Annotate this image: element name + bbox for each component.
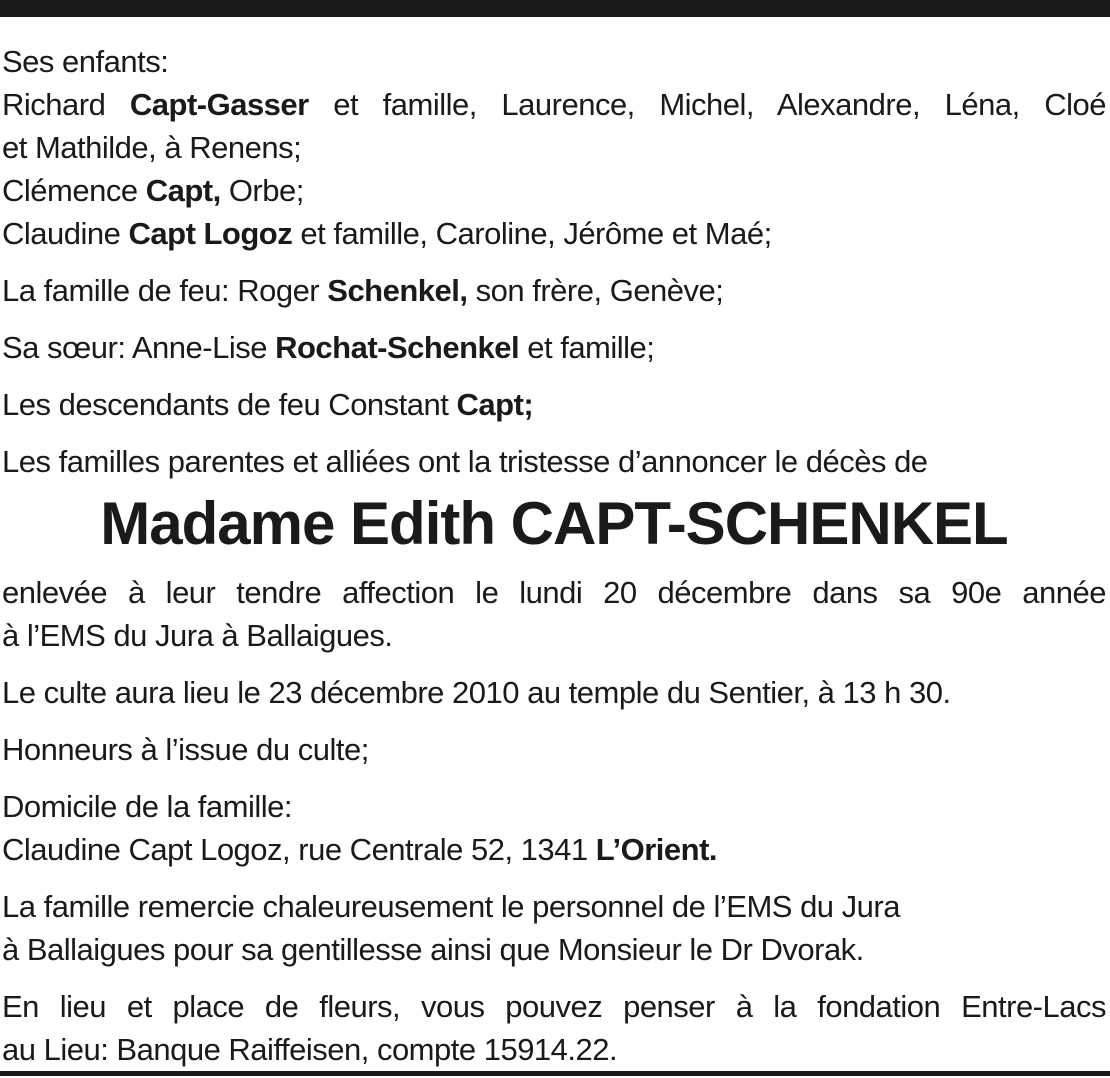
obituary-notice [2,40,1106,1071]
death-details [2,571,1106,657]
child-first-name: Claudine [2,216,121,251]
relative-details: et famille; [527,330,655,365]
top-border-rule [0,0,1110,17]
announcement-text: Les familles parentes et alliées ont la tristesse d’annoncer le décès de [2,444,928,479]
honors-info: Honneurs à l’issue du culte; [2,732,369,767]
family-domicile [2,785,1106,871]
relative-intro: La famille de feu: Roger [2,273,320,308]
child-details: et famille, Caroline, Jérôme et Maé; [300,216,772,251]
child-claudine-line [2,212,1106,255]
children-label: Ses enfants: [2,44,169,79]
donation-line-2: au Lieu: Banque Raiffeisen, compte 15914.22. [2,1032,618,1067]
ceremony-info: Le culte aura lieu le 23 décembre 2010 au temple du Sentier, à 13 h 30. [2,675,951,710]
children-section [2,40,1106,255]
child-family-name: Capt-Gasser [129,87,309,122]
relative-intro: Sa sœur: Anne-Lise [2,330,267,365]
relative-family-name: Schenkel, [327,273,468,308]
donation-line-1: En lieu et place de fleurs, vous pouvez penser à la fondation Entre-Lacs [2,989,1106,1024]
child-richard-line [2,83,1106,126]
relative-intro: Les descendants de feu Constant [2,387,449,422]
death-line-2: à l’EMS du Jura à Ballaigues. [2,618,393,653]
child-family-name: Capt Logoz [128,216,293,251]
relative-details: son frère, Genève; [475,273,724,308]
relative-family-name: Rochat-Schenkel [275,330,520,365]
thanks-line-1: La famille remercie chaleureusement le personnel de l’EMS du Jura [2,889,900,924]
relative-line-capt [2,383,1106,426]
thanks-line-2: à Ballaigues pour sa gentillesse ainsi que Monsieur le Dr Dvorak. [2,932,864,967]
child-first-name: Clémence [2,173,138,208]
relative-line-schenkel [2,269,1106,312]
child-details: et famille, Laurence, Michel, Alexandre, Léna, Cloé [333,87,1106,122]
domicile-address: Claudine Capt Logoz, rue Centrale 52, 1341 L’Orient. [2,832,718,867]
child-first-name: Richard [2,87,106,122]
death-line-1: enlevée à leur tendre affection le lundi 20 décembre dans sa 90e année [2,575,1106,610]
relative-line-rochat [2,326,1106,369]
relative-family-name: Capt; [456,387,534,422]
child-family-name: Capt, [145,173,221,208]
child-details: Orbe; [228,173,304,208]
domicile-label: Domicile de la famille: [2,789,292,824]
child-richard-line-2: et Mathilde, à Renens; [2,130,302,165]
thanks-text [2,885,1106,971]
deceased-name-heading: Madame Edith CAPT-SCHENKEL [100,490,1008,557]
child-clemence-line [2,169,1106,212]
donation-text [2,985,1106,1071]
bottom-border-rule [0,1071,1110,1076]
domicile-city: L’Orient. [595,832,718,867]
